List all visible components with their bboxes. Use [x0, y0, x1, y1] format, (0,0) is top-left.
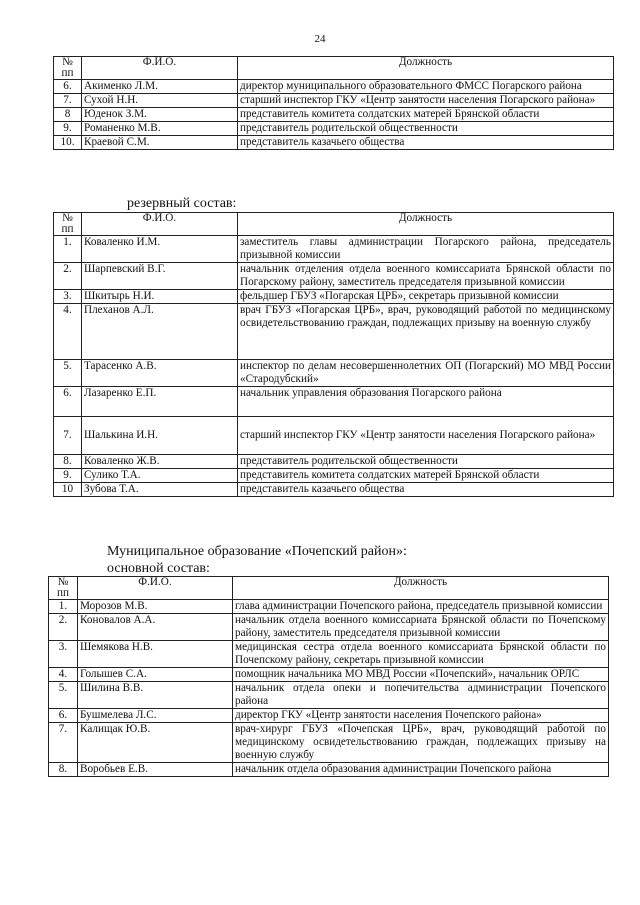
person-position: старший инспектор ГКУ «Центр занятости населения Погарского района»: [238, 94, 614, 108]
column-header-position: Должность: [233, 577, 609, 600]
table-header-row: [54, 57, 614, 80]
members-table-pogar-reserve: [53, 212, 614, 497]
person-name: Шемякова Н.В.: [78, 641, 233, 668]
person-name: Лазаренко Е.П.: [82, 387, 238, 417]
members-table-pogar-main: [53, 56, 614, 150]
table-row: [49, 668, 609, 682]
person-position: директор ГКУ «Центр занятости населения Почепского района»: [233, 709, 609, 723]
reserve-heading: резервный состав:: [127, 196, 237, 211]
person-name: Тарасенко А.В.: [82, 360, 238, 387]
row-number: 5.: [54, 360, 82, 387]
table-row: [54, 469, 614, 483]
table-header-row: [49, 577, 609, 600]
person-name: Калищак Ю.В.: [78, 723, 233, 763]
person-name: Юденок З.М.: [82, 108, 238, 122]
table-row: [54, 483, 614, 497]
person-position: директор муниципального образовательного ФМСС Погарского района: [238, 80, 614, 94]
row-number: 10: [54, 483, 82, 497]
person-position: медицинская сестра отдела военного комиссариата Брянской области по Почепскому району, секретарь призывной комиссии: [233, 641, 609, 668]
municipality-heading: Муниципальное образование «Почепский район»:: [107, 544, 407, 559]
person-position: начальник отдела опеки и попечительства администрации Почепского района: [233, 682, 609, 709]
table-row: [54, 417, 614, 455]
table-row: [49, 709, 609, 723]
row-number: 6.: [54, 80, 82, 94]
table-row: [54, 122, 614, 136]
person-name: Шалькина И.Н.: [82, 417, 238, 455]
person-position: начальник отдела военного комиссариата Брянской области по Почепскому району, заместитель председателя призывной комиссии: [233, 614, 609, 641]
row-number: 9.: [54, 122, 82, 136]
row-number: 8: [54, 108, 82, 122]
table-row: [49, 600, 609, 614]
person-position: старший инспектор ГКУ «Центр занятости населения Погарского района»: [238, 417, 614, 455]
person-position: начальник управления образования Погарского района: [238, 387, 614, 417]
members-table-pochep-main: [48, 576, 609, 777]
row-number: 3.: [54, 290, 82, 304]
person-name: Бушмелева Л.С.: [78, 709, 233, 723]
person-position: заместитель главы администрации Погарского района, председатель призывной комиссии: [238, 236, 614, 263]
column-header-name: Ф.И.О.: [78, 577, 233, 600]
main-composition-heading: основной состав:: [107, 561, 210, 576]
person-position: глава администрации Почепского района, председатель призывной комиссии: [233, 600, 609, 614]
row-number: 4.: [54, 304, 82, 360]
table-row: [54, 136, 614, 150]
table-row: [54, 387, 614, 417]
person-position: представитель комитета солдатских матерей Брянской области: [238, 469, 614, 483]
person-name: Плеханов А.Л.: [82, 304, 238, 360]
row-number: 1.: [54, 236, 82, 263]
table-row: [54, 304, 614, 360]
person-name: Зубова Т.А.: [82, 483, 238, 497]
row-number: 1.: [49, 600, 78, 614]
row-number: 7.: [54, 94, 82, 108]
person-position: представитель родительской общественности: [238, 455, 614, 469]
table-row: [54, 94, 614, 108]
person-position: фельдшер ГБУЗ «Погарская ЦРБ», секретарь призывной комиссии: [238, 290, 614, 304]
table-row: [49, 723, 609, 763]
person-name: Воробьев Е.В.: [78, 763, 233, 777]
person-position: помощник начальника МО МВД России «Почепский», начальник ОРЛС: [233, 668, 609, 682]
row-number: 6.: [49, 709, 78, 723]
table-row: [54, 455, 614, 469]
column-header-position: Должность: [238, 213, 614, 236]
person-name: Голышев С.А.: [78, 668, 233, 682]
row-number: 4.: [49, 668, 78, 682]
person-name: Морозов М.В.: [78, 600, 233, 614]
column-header-position: Должность: [238, 57, 614, 80]
person-name: Шилина В.В.: [78, 682, 233, 709]
table-row: [49, 641, 609, 668]
row-number: 7.: [49, 723, 78, 763]
row-number: 2.: [49, 614, 78, 641]
table-row: [54, 290, 614, 304]
person-position: инспектор по делам несовершеннолетних ОП (Погарский) МО МВД России «Стародубский»: [238, 360, 614, 387]
row-number: 9.: [54, 469, 82, 483]
table-row: [49, 763, 609, 777]
person-position: начальник отделения отдела военного комиссариата Брянской области по Погарскому району, заместитель председателя призывной комиссии: [238, 263, 614, 290]
row-number: 6.: [54, 387, 82, 417]
person-name: Сулико Т.А.: [82, 469, 238, 483]
row-number: 3.: [49, 641, 78, 668]
table-row: [54, 80, 614, 94]
person-name: Романенко М.В.: [82, 122, 238, 136]
page-number: 24: [314, 33, 326, 45]
row-number: 10.: [54, 136, 82, 150]
person-position: представитель казачьего общества: [238, 483, 614, 497]
person-name: Коваленко Ж.В.: [82, 455, 238, 469]
column-header-number: № пп: [54, 57, 82, 80]
table-header-row: [54, 213, 614, 236]
table-row: [54, 360, 614, 387]
person-position: врач-хирург ГБУЗ «Почепская ЦРБ», врач, руководящий работой по медицинскому освидетельствованию граждан, подлежащих призыву на военную службу: [233, 723, 609, 763]
table-row: [49, 682, 609, 709]
column-header-number: № пп: [49, 577, 78, 600]
row-number: 2.: [54, 263, 82, 290]
person-name: Краевой С.М.: [82, 136, 238, 150]
row-number: 5.: [49, 682, 78, 709]
row-number: 8.: [54, 455, 82, 469]
person-position: врач ГБУЗ «Погарская ЦРБ», врач, руководящий работой по медицинскому освидетельствованию граждан, подлежащих призыву на военную службу: [238, 304, 614, 360]
person-name: Шарпевский В.Г.: [82, 263, 238, 290]
person-name: Коновалов А.А.: [78, 614, 233, 641]
person-name: Акименко Л.М.: [82, 80, 238, 94]
person-name: Коваленко И.М.: [82, 236, 238, 263]
person-name: Шкитырь Н.И.: [82, 290, 238, 304]
column-header-name: Ф.И.О.: [82, 213, 238, 236]
table-row: [54, 108, 614, 122]
row-number: 8.: [49, 763, 78, 777]
person-position: представитель родительской общественности: [238, 122, 614, 136]
person-position: начальник отдела образования администрации Почепского района: [233, 763, 609, 777]
table-row: [54, 236, 614, 263]
column-header-name: Ф.И.О.: [82, 57, 238, 80]
person-position: представитель казачьего общества: [238, 136, 614, 150]
person-position: представитель комитета солдатских матерей Брянской области: [238, 108, 614, 122]
person-name: Сухой Н.Н.: [82, 94, 238, 108]
table-row: [49, 614, 609, 641]
column-header-number: № пп: [54, 213, 82, 236]
table-row: [54, 263, 614, 290]
row-number: 7.: [54, 417, 82, 455]
